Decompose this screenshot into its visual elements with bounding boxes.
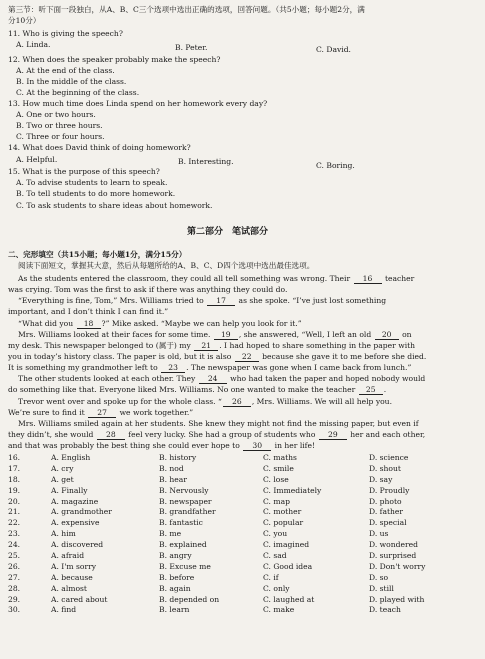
part2-title: 第二部分 笔试部分 [187, 227, 269, 237]
option-b: B. history [159, 453, 197, 462]
question-number: 29. [8, 594, 21, 604]
option-d: D. photo [369, 496, 402, 506]
option-d: D. so [369, 572, 389, 582]
option-c: C. you [263, 529, 288, 539]
question-number: 24. [8, 540, 21, 550]
blank-28: 28 [97, 431, 125, 440]
option-a: A. find [51, 605, 77, 615]
blank-19: 19 [214, 331, 238, 340]
option-b: B. Excuse me [159, 561, 211, 571]
cloze-options-table [8, 454, 459, 617]
option-d: D. wondered [369, 540, 418, 550]
option-12-c: C. At the beginning of the class. [16, 88, 140, 97]
option-11-c: C. David. [316, 45, 351, 54]
option-b: B. Nervously [159, 485, 209, 495]
blank-27: 27 [88, 409, 116, 418]
option-c: C. mother [263, 507, 302, 517]
option-d: D. played with [369, 594, 425, 604]
option-b: B. nod [159, 463, 184, 473]
option-d: D. us [369, 529, 389, 539]
passage-line-16: and that was probably the best thing she could ever hope to 30 in her life! [8, 441, 316, 450]
option-a: A. Finally [51, 485, 88, 495]
option-c: C. sad [263, 551, 287, 561]
option-d: D. still [369, 583, 394, 593]
option-a: A. him [51, 529, 76, 539]
option-d: D. surprised [369, 551, 417, 561]
option-15-a: A. To advise students to learn to speak. [16, 178, 168, 187]
option-c: C. only [263, 583, 290, 593]
blank-20: 20 [375, 331, 399, 340]
question-number: 20. [8, 496, 21, 506]
question-15: 15. What is the purpose of this speech? [8, 167, 160, 176]
option-a: A. I'm sorry [51, 561, 97, 571]
option-a: A. afraid [51, 551, 85, 561]
option-c: C. lose [263, 474, 289, 484]
question-number: 21. [8, 507, 21, 517]
question-number: 30. [8, 605, 21, 615]
option-a: A. get [51, 474, 74, 484]
blank-29: 29 [319, 431, 347, 440]
option-15-c: C. To ask students to share ideas about homework. [16, 201, 213, 210]
passage-line-6: Mrs. Williams looked at their faces for some time. 19 , she answered, “Well, I left an old 20 on [18, 330, 412, 339]
option-12-b: B. In the middle of the class. [16, 77, 127, 86]
option-d: D. teach [369, 605, 401, 615]
option-d: D. special [369, 518, 407, 528]
option-a: A. discovered [51, 540, 104, 550]
passage-line-4: important, and I don’t think I can find it.” [8, 307, 169, 316]
option-c: C. maths [263, 453, 297, 462]
option-14-c: C. Boring. [316, 161, 355, 170]
blank-17: 17 [207, 297, 235, 306]
option-c: C. map [263, 496, 290, 506]
option-b: B. depended on [159, 594, 220, 604]
option-b: B. grandfather [159, 507, 216, 517]
option-b: B. me [159, 529, 182, 539]
question-number: 28. [8, 583, 21, 593]
listening-section-header-cont: 分10分） [8, 16, 41, 25]
passage-line-7: my desk. This newspaper belonged to (属于) my 21 . I had hoped to share something in the paper with [8, 341, 416, 350]
option-15-b: B. To tell students to do more homework. [16, 189, 176, 198]
option-a: A. cared about [51, 594, 108, 604]
blank-23: 23 [161, 364, 185, 373]
option-c: C. make [263, 605, 295, 615]
option-a: A. magazine [51, 496, 99, 506]
passage-line-9: It is something my grandmother left to 23 . The newspaper was gone when I came back from lunch.” [8, 363, 412, 372]
option-13-c: C. Three or four hours. [16, 132, 105, 141]
blank-24: 24 [199, 375, 227, 384]
option-a: A. grandmother [51, 507, 112, 517]
passage-line-12: Trevor went over and spoke up for the whole class. “ 26 , Mrs. Williams. We will all help you. [18, 397, 392, 406]
option-11-b: B. Peter. [175, 43, 208, 52]
option-14-a: A. Helpful. [16, 155, 58, 164]
question-number: 26. [8, 561, 21, 571]
question-number: 23. [8, 529, 21, 539]
passage-line-2: was crying. Tom was the first to ask if there was anything they could do. [8, 285, 288, 294]
passage-line-1: As the students entered the classroom, they could all tell something was wrong. Their 16 teacher [18, 274, 415, 283]
option-d: D. science [369, 453, 409, 462]
option-row-30 [8, 606, 459, 617]
question-number: 16. [8, 453, 21, 462]
option-13-a: A. One or two hours. [16, 110, 96, 119]
option-row-28 [8, 585, 459, 596]
question-number: 18. [8, 474, 21, 484]
question-11: 11. Who is giving the speech? [8, 29, 123, 38]
option-d: D. father [369, 507, 404, 517]
passage-line-14: Mrs. Williams smiled again at her students. She knew they might not find the missing paper, but even if [18, 419, 419, 428]
cloze-header: 二、完形填空（共15小题；每小题1分，满分15分） [8, 250, 187, 259]
option-c: C. if [263, 572, 279, 582]
question-number: 17. [8, 463, 21, 473]
question-14: 14. What does David think of doing homework? [8, 143, 191, 152]
passage-line-13: We’re sure to find it 27 we work together.” [8, 408, 194, 417]
option-12-a: A. At the end of the class. [16, 66, 115, 75]
passage-line-10: The other students looked at each other. They 24 who had taken the paper and hoped nobody would [18, 374, 426, 383]
option-b: B. hear [159, 474, 187, 484]
option-row-19 [8, 487, 459, 498]
option-a: A. English [51, 453, 91, 462]
option-b: B. learn [159, 605, 190, 615]
option-b: B. angry [159, 551, 192, 561]
option-c: C. imagined [263, 540, 310, 550]
option-c: C. popular [263, 518, 304, 528]
option-d: D. say [369, 474, 393, 484]
option-d: D. shout [369, 463, 401, 473]
option-d: D. Don't worry [369, 561, 426, 571]
passage-line-15: they didn’t, she would 28 feel very lucky. She had a group of students who 29 her and each other, [8, 430, 426, 439]
option-c: C. Immediately [263, 485, 322, 495]
blank-21: 21 [194, 342, 218, 351]
option-14-b: B. Interesting. [178, 157, 234, 166]
question-13: 13. How much time does Linda spend on her homework every day? [8, 99, 268, 108]
passage-line-5: “What did you 18 ?” Mike asked. “Maybe we can help you look for it.” [18, 319, 302, 328]
blank-22: 22 [235, 353, 259, 362]
option-a: A. cry [51, 463, 74, 473]
option-b: B. again [159, 583, 191, 593]
question-number: 22. [8, 518, 21, 528]
option-a: A. almost [51, 583, 87, 593]
passage-line-11: do something like that. Everyone liked Mrs. Williams. No one wanted to make the teacher 25 . [8, 385, 387, 394]
question-12: 12. When does the speaker probably make the speech? [8, 55, 221, 64]
passage-line-3: “Everything is fine, Tom,” Mrs. Williams tried to 17 as she spoke. “I’ve just lost something [18, 296, 387, 305]
question-number: 27. [8, 572, 21, 582]
listening-section-header: 第三节：听下面一段独白，从A、B、C三个选项中选出正确的选项，回答问题。（共5小题；每小题2分，满 [8, 5, 365, 14]
blank-16: 16 [354, 275, 382, 284]
blank-30: 30 [243, 442, 271, 451]
option-b: B. newspaper [159, 496, 212, 506]
option-a: A. because [51, 572, 93, 582]
option-c: C. smile [263, 463, 294, 473]
question-number: 19. [8, 485, 21, 495]
cloze-instruction: 阅读下面短文，掌握其大意，然后从每题所给的A、B、C、D四个选项中选出最佳选项。 [18, 261, 315, 270]
option-d: D. Proudly [369, 485, 410, 495]
option-c: C. laughed at [263, 594, 315, 604]
blank-25: 25 [359, 386, 383, 395]
option-a: A. expensive [51, 518, 100, 528]
blank-26: 26 [223, 398, 251, 407]
option-11-a: A. Linda. [16, 40, 51, 49]
passage-line-8: you in today’s history class. The paper is old, but it is also 22 because she gave it to me before she died. [8, 352, 427, 361]
question-number: 25. [8, 551, 21, 561]
option-13-b: B. Two or three hours. [16, 121, 103, 130]
option-b: B. fantastic [159, 518, 203, 528]
option-b: B. before [159, 572, 195, 582]
blank-18: 18 [77, 320, 101, 329]
option-c: C. Good idea [263, 561, 313, 571]
option-b: B. explained [159, 540, 207, 550]
